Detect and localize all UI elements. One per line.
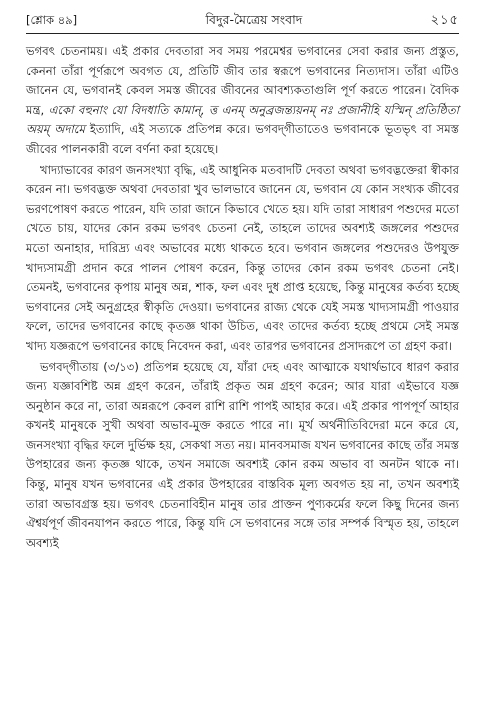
paragraph-text: ভগবৎ চেতনাময়। এই প্রকার দেবতারা সব সময় পরমেশ্বর ভগবানের সেবা করার জন্য প্রস্তুত, কেননা তাঁরা পূর্ণরূপে অবগত যে, প্রতিটি জীব তার স্বরূপে ভগবানের নিত্যদাস। তাঁরা এটিও জানেন যে, ভগবানই কেবল সমস্ত জীবের জীবনের আবশ্যকতাগুলি পূর্ণ করতে পারেন। বৈদিক মন্ত্র,	[26, 44, 459, 117]
paragraph	[26, 358, 459, 554]
paragraph	[26, 161, 459, 357]
paragraph-text: ভগবদ্‌গীতায় (৩/১৩) প্রতিপন্ন হয়েছে যে, যাঁরা দেহ এবং আত্মাকে যথার্থভাবে ধারণ করার জন্য যজ্ঞাবশিষ্ট অন্ন গ্রহণ করেন, তাঁরাই প্রকৃত অন্ন গ্রহণ করেন; আর যারা এইভাবে যজ্ঞ অনুষ্ঠান করে না, তারা অন্নরূপে কেবল রাশি রাশি পাপই আহার করে। এই প্রকার পাপপূর্ণ আহার কখনই মানুষকে সুখী অথবা অভাব-মুক্ত করতে পারে না। মূর্খ অর্থনীতিবিদেরা মনে করে যে, জনসংখ্যা বৃদ্ধির ফলে দুর্ভিক্ষ হয়, সেকথা সত্য নয়। মানবসমাজ যখন ভগবানের কাছে তাঁর সমস্ত উপহারের জন্য কৃতজ্ঞ থাকে, তখন সমাজে অবশ্যই কোন রকম অভাব বা অনটন থাকে না। কিন্তু, মানুষ যখন ভগবানের এই প্রকার উপহারের বাস্তবিক মূল্য অবগত হয় না, তখন অবশ্যই তারা অভাবগ্রস্ত হয়। ভগবৎ চেতনাবিহীন মানুষ তার প্রাক্তন পুণ্যকর্মের ফলে কিছু দিনের জন্য ঐশ্বর্যপূর্ণ জীবনযাপন করতে পারে, কিন্তু যদি সে ভগবানের সঙ্গে তার সম্পর্ক বিস্মৃত হয়, তাহলে অবশ্যই	[26, 359, 459, 550]
verse-reference: [শ্লোক ৪৯]	[26, 13, 78, 27]
chapter-title: বিদুর-মৈত্রেয় সংবাদ	[205, 12, 303, 27]
paragraph-text: খাদ্যাভাবের কারণ জনসংখ্যা বৃদ্ধি, এই আধুনিক মতবাদটি দেবতা অথবা ভগবদ্ভক্তেরা স্বীকার করেন না। ভগবদ্ভক্ত অথবা দেবতারা খুব ভালভাবে জানেন যে, ভগবান যে কোন সংখ্যক জীবের ভরণপোষণ করতে পারেন, যদি তারা জানে কিভাবে খেতে হয়। যদি তারা সাধারণ পশুদের মতো খেতে চায়, যাদের কোন রকম ভগবৎ চেতনা নেই, তাহলে তাদের অবশ্যই জঙ্গলের পশুদের মতো অনাহার, দারিদ্র্য এবং অভাবের মধ্যে থাকতে হবে। ভগবান জঙ্গলের পশুদেরও উপযুক্ত খাদ্যসামগ্রী প্রদান করে পালন পোষণ করেন, কিন্তু তাদের কোন রকম ভগবৎ চেতনা নেই। তেমনই, ভগবানের কৃপায় মানুষ অন্ন, শাক, ফল এবং দুধ প্রাপ্ত হয়েছে, কিন্তু মানুষের কর্তব্য হচ্ছে ভগবানের সেই অনুগ্রহের স্বীকৃতি দেওয়া। ভগবানের রাজ্য থেকে যেই সমস্ত খাদ্যসামগ্রী পাওয়ার ফলে, তাদের ভগবানের কাছে কৃতজ্ঞ থাকা উচিত, এবং তাদের কর্তব্য হচ্ছে প্রথমে সেই সমস্ত খাদ্য যজ্ঞরূপে ভগবানের কাছে নিবেদন করা, এবং তারপর ভগবানের প্রসাদরূপে তা গ্রহণ করা।	[26, 162, 459, 353]
paragraph-text: ইত্যাদি, এই সত্যকে প্রতিপন্ন করে। ভগবদ্‌গীতাতেও ভগবানকে ভূতভৃৎ বা সমস্ত জীবের পালনকারী বলে বর্ণনা করা হয়েছে।	[26, 122, 459, 156]
page-number: ২১৫	[430, 13, 459, 28]
page-body	[26, 42, 459, 553]
paragraph	[26, 42, 459, 160]
running-header	[26, 12, 459, 34]
vedic-mantra-quote: একো বহুনাং যো বিদধাতি কামান্‌, ত্ত এনম্‌ অনুব্রজন্ত্যয়নম্‌ নঃ প্রজানীহি যস্মিন্‌ প্রতিষ্ঠিতা অয়ম্‌ অদামে	[26, 102, 459, 137]
